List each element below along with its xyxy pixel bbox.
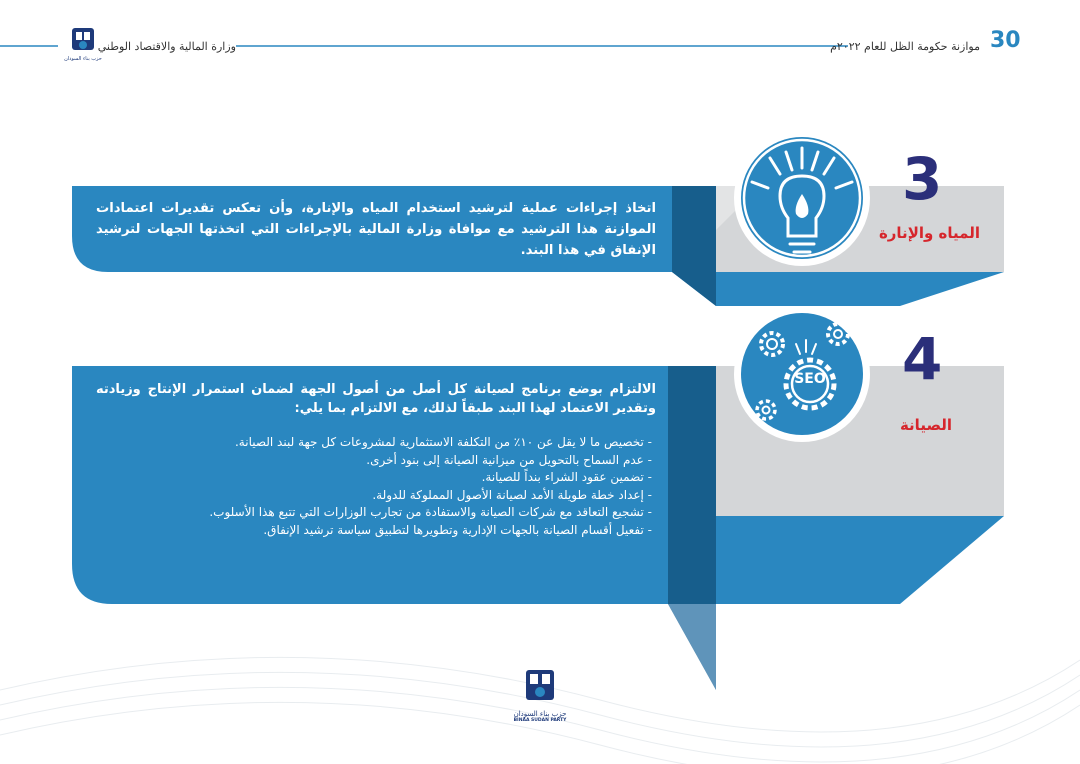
section-text: اتخاذ إجراءات عملية لترشيد استخدام المياه والإنارة، وأن تعكس تقديرات اعتمادات الموازنة هذا الترشيد مع موافاة وزارة المالية بالإجراءات التي اتخذتها الجهات لترشيد الإنفاق في هذا البند. bbox=[96, 201, 656, 258]
logo-caption: حزب بناء السودان bbox=[513, 710, 567, 718]
page-number: 30 bbox=[990, 28, 1021, 53]
list-item: - تفعيل أقسام الصيانة بالجهات الإدارية وتطويرها لتطبيق سياسة ترشيد الإنفاق. bbox=[263, 522, 652, 537]
lightbulb-water-drop-icon bbox=[734, 130, 870, 266]
party-logo-top bbox=[64, 26, 102, 64]
section3-fold-shadow bbox=[672, 186, 716, 306]
list-item: - إعداد خطة طويلة الأمد لصيانة الأصول المملوكة للدولة. bbox=[372, 487, 652, 502]
section-title: المياه والإنارة bbox=[878, 224, 980, 242]
document-title: موازنة حكومة الظل للعام ٢٠٢٢م bbox=[830, 40, 980, 53]
list-item: - تضمين عقود الشراء بنداً للصيانة. bbox=[481, 470, 652, 485]
list-item: - تشجيع التعاقد مع شركات الصيانة والاستفادة من تجارب الوزارات التي تتبع هذا الأسلوب. bbox=[209, 505, 652, 520]
section-title: الصيانة bbox=[899, 416, 952, 434]
section4-fold-light bbox=[668, 604, 716, 690]
logo-caption-en: BINAA SUDAN PARTY bbox=[513, 718, 567, 723]
section3-blue-strip bbox=[672, 272, 1004, 306]
section4-blue-strip bbox=[716, 516, 1004, 604]
logo-caption: حزب بناء السودان bbox=[64, 56, 102, 62]
bullet-list bbox=[96, 434, 652, 540]
party-logo-bottom bbox=[512, 668, 568, 728]
seo-label: SEO bbox=[794, 371, 826, 387]
section-text: الالتزام بوضع برنامج لصيانة كل أصل من أصول الجهة لضمان استمرار الإنتاج وزيادته وتقدير الاعتماد لهذا البند طبقاً لذلك، مع الالتزام بما يلي: bbox=[96, 382, 656, 416]
list-item: - تخصيص ما لا يقل عن ١٠٪ من التكلفة الاستثمارية لمشروعات كل جهة لبند الصيانة. bbox=[234, 435, 652, 449]
section-number: 4 bbox=[902, 325, 943, 393]
list-item: - عدم السماح بالتحويل من ميزانية الصيانة إلى بنود أخرى. bbox=[366, 452, 652, 467]
section-number: 3 bbox=[902, 145, 943, 213]
ministry-name: وزارة المالية والاقتصاد الوطني bbox=[97, 40, 236, 53]
